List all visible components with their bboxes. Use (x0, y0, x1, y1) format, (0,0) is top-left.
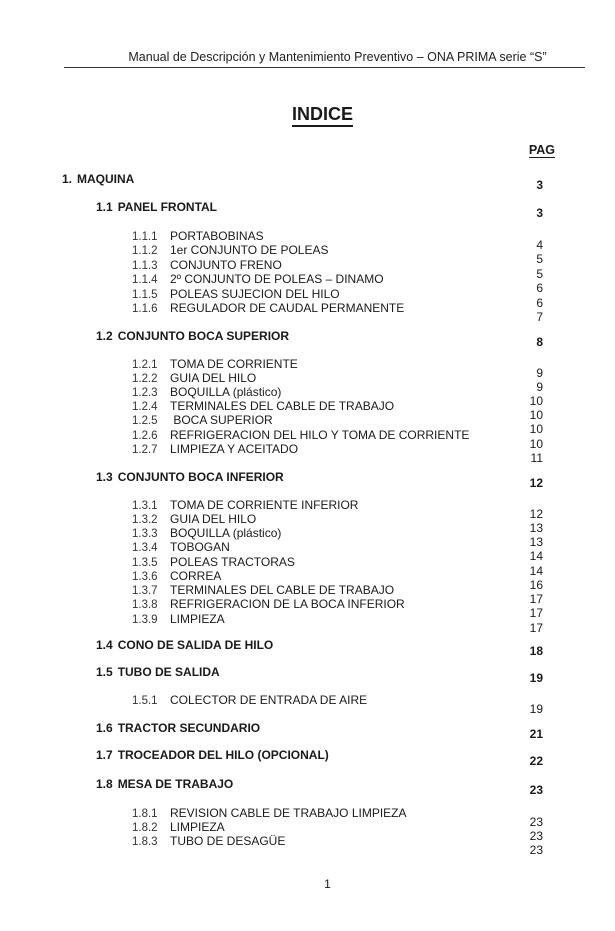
header-rule (64, 67, 585, 68)
toc-entry-page: 19 (529, 671, 543, 685)
toc-entry-page: 9 (536, 366, 543, 380)
toc-entry-label (132, 357, 298, 371)
toc-entry-page: 7 (536, 310, 543, 324)
toc-entry-number: 1.2 (96, 329, 113, 343)
toc-entry-number: 1.3.8 (132, 599, 158, 611)
toc-entry-label (132, 287, 340, 301)
toc-entry-number: 1.1.3 (132, 260, 158, 272)
toc-entry (0, 200, 615, 220)
toc-entry-number: 1.3.1 (132, 500, 158, 512)
toc-entry-title: COLECTOR DE ENTRADA DE AIRE (170, 693, 368, 707)
toc-entry-label (132, 612, 225, 626)
toc-entry-title: MAQUINA (77, 172, 135, 186)
toc-entry-number: 1.4 (96, 638, 113, 652)
toc-entry-title: TROCEADOR DEL HILO (OPCIONAL) (117, 748, 329, 762)
toc-entry-number: 1.3.3 (132, 528, 158, 540)
toc-entry-title: 1er CONJUNTO DE POLEAS (170, 243, 329, 257)
toc-entry-title: CONO DE SALIDA DE HILO (117, 638, 274, 652)
toc-entry-page: 5 (536, 252, 543, 266)
toc-entry-label (132, 442, 298, 456)
toc-entry-page: 17 (529, 606, 543, 620)
page-column-heading-text: PAG (528, 143, 555, 157)
toc-entry-title: BOQUILLA (plástico) (170, 526, 282, 540)
toc-entry-title: TOMA DE CORRIENTE (170, 357, 298, 371)
index-title (0, 104, 615, 125)
toc-entry-title: REFRIGERACION DE LA BOCA INFERIOR (170, 597, 405, 611)
toc-entry-title: CONJUNTO FRENO (170, 258, 282, 272)
toc-entry-label (132, 498, 358, 512)
toc-entry (0, 612, 615, 635)
toc-entry-number: 1.2.5 (132, 415, 158, 427)
toc-entry (0, 329, 615, 349)
toc-entry-label (96, 638, 273, 652)
toc-entry-number: 1.3 (96, 470, 113, 484)
toc-entry-title: TERMINALES DEL CABLE DE TRABAJO (170, 583, 395, 597)
toc-entry-title: REVISION CABLE DE TRABAJO LIMPIEZA (170, 806, 407, 820)
toc-entry-number: 1.2.7 (132, 444, 158, 456)
toc-entry-number: 1.5.1 (132, 695, 158, 707)
toc-entry-title: TOMA DE CORRIENTE INFERIOR (170, 498, 359, 512)
toc-entry-label (132, 399, 394, 413)
toc-entry-title: CONJUNTO BOCA SUPERIOR (117, 329, 290, 343)
toc-entry-label (132, 540, 230, 554)
toc-entry-page: 19 (529, 702, 543, 716)
toc-entry-number: 1.3.7 (132, 585, 158, 597)
toc-entry-number: 1.6 (96, 721, 113, 735)
toc-entry-title: POLEAS TRACTORAS (170, 555, 295, 569)
toc-entry-page: 17 (529, 592, 543, 606)
toc-entry-label (132, 569, 221, 583)
toc-entry-title: REFRIGERACION DEL HILO Y TOMA DE CORRIENTE (170, 428, 470, 442)
toc-entry-number: 1.1.4 (132, 274, 158, 286)
toc-entry-title: GUIA DEL HILO (170, 512, 257, 526)
toc-entry-number: 1.2.1 (132, 359, 158, 371)
toc-entry-title: PANEL FRONTAL (117, 200, 218, 214)
running-header: Manual de Descripción y Mantenimiento Preventivo – ONA PRIMA serie “S” (128, 50, 547, 64)
toc-entry (0, 777, 615, 797)
toc-entry-number: 1.8 (96, 777, 113, 791)
toc-entry-number: 1.8.3 (132, 836, 158, 848)
toc-entry-number: 1.3.2 (132, 514, 158, 526)
toc-entry-title: TOBOGAN (170, 540, 230, 554)
toc-entry-label (132, 385, 281, 399)
toc-entry (0, 721, 615, 741)
toc-entry-page: 23 (529, 829, 543, 843)
toc-entry-page: 22 (529, 754, 543, 768)
toc-entry-label (96, 329, 289, 343)
toc-entry-page: 13 (529, 535, 543, 549)
toc-entry (0, 442, 615, 465)
toc-entry-page: 12 (529, 476, 543, 490)
toc-entry-title: BOQUILLA (plástico) (170, 385, 282, 399)
toc-entry-page: 17 (529, 621, 543, 635)
toc-entry-label (132, 413, 273, 427)
toc-entry-label (132, 272, 384, 286)
toc-entry-number: 1. (62, 172, 73, 186)
toc-entry-page: 8 (536, 335, 543, 349)
toc-entry-label (132, 555, 295, 569)
toc-entry-title: TUBO DE DESAGÜE (170, 834, 286, 848)
toc-entry-number: 1.5 (96, 665, 113, 679)
toc-entry-number: 1.1.2 (132, 245, 158, 257)
toc-entry-title: LIMPIEZA (170, 612, 225, 626)
toc-entry-page: 11 (530, 451, 543, 465)
toc-entry-label (132, 820, 225, 834)
toc-entry-page: 3 (536, 178, 543, 192)
toc-entry-page: 23 (529, 783, 543, 797)
toc-entry-page: 3 (536, 206, 543, 220)
toc-entry-label (132, 806, 407, 820)
toc-entry (0, 172, 615, 192)
toc-entry-title: REGULADOR DE CAUDAL PERMANENTE (170, 301, 405, 315)
toc-entry-label (132, 243, 328, 257)
toc-entry-page: 23 (529, 815, 543, 829)
toc-entry-label (96, 748, 329, 762)
toc-entry-page: 6 (536, 296, 543, 310)
toc-entry-number: 1.1.6 (132, 303, 158, 315)
toc-entry-label (62, 172, 134, 186)
toc-entry-page: 10 (529, 408, 543, 422)
toc-entry-page: 10 (529, 394, 543, 408)
toc-entry-number: 1.7 (96, 748, 113, 762)
toc-entry-title: BOCA SUPERIOR (170, 413, 273, 427)
toc-entry-number: 1.1.5 (132, 289, 158, 301)
toc-entry-number: 1.8.2 (132, 822, 158, 834)
toc-entry-page: 10 (529, 437, 543, 451)
toc-entry-number: 1.2.2 (132, 373, 158, 385)
toc-entry-page: 12 (529, 507, 543, 521)
toc-entry-number: 1.2.6 (132, 430, 158, 442)
toc-entry-label (132, 371, 256, 385)
toc-entry-title: TERMINALES DEL CABLE DE TRABAJO (170, 399, 395, 413)
toc-entry-page: 14 (529, 549, 543, 563)
toc-entry-label (132, 428, 469, 442)
toc-entry-number: 1.1 (96, 200, 113, 214)
index-title-text: INDICE (292, 104, 353, 127)
toc-entry-page: 23 (529, 843, 543, 857)
toc-entry-number: 1.1.1 (132, 231, 158, 243)
toc-entry-label (132, 526, 281, 540)
toc-entry-label (96, 200, 217, 214)
toc-entry-title: PORTABOBINAS (170, 229, 264, 243)
toc-entry-title: LIMPIEZA Y ACEITADO (170, 442, 299, 456)
toc-entry (0, 834, 615, 857)
toc-entry (0, 638, 615, 658)
toc-entry-page: 13 (529, 521, 543, 535)
toc-entry (0, 693, 615, 716)
toc-entry-title: TRACTOR SECUNDARIO (117, 721, 261, 735)
toc-entry-page: 9 (536, 380, 543, 394)
toc-entry (0, 748, 615, 768)
toc-entry (0, 665, 615, 685)
toc-entry-label (132, 834, 285, 848)
toc-entry-page: 14 (529, 564, 543, 578)
toc-entry-page: 10 (529, 422, 543, 436)
toc-entry-number: 1.3.4 (132, 542, 158, 554)
toc-entry-label (96, 665, 220, 679)
toc-entry-number: 1.3.5 (132, 557, 158, 569)
page-number: 1 (324, 877, 331, 891)
toc-entry-label (132, 301, 404, 315)
toc-entry-title: MESA DE TRABAJO (117, 777, 234, 791)
toc-entry-label (96, 470, 284, 484)
page-column-heading (529, 143, 555, 157)
toc-entry-number: 1.3.9 (132, 614, 158, 626)
toc-entry-label (96, 777, 233, 791)
toc-entry-title: 2º CONJUNTO DE POLEAS – DINAMO (170, 272, 384, 286)
toc-entry-label (132, 229, 264, 243)
toc-entry-title: POLEAS SUJECION DEL HILO (170, 287, 340, 301)
toc-entry-label (132, 693, 367, 707)
toc-entry-label (132, 258, 282, 272)
toc-entry-label (96, 721, 260, 735)
toc-entry-title: CORREA (170, 569, 222, 583)
toc-entry-page: 5 (536, 267, 543, 281)
toc-entry-title: GUIA DEL HILO (170, 371, 257, 385)
toc-entry-title: TUBO DE SALIDA (117, 665, 220, 679)
toc-entry-label (132, 583, 394, 597)
toc-entry-label (132, 512, 256, 526)
toc-entry-page: 16 (529, 578, 543, 592)
toc-entry (0, 301, 615, 324)
toc-entry-number: 1.2.3 (132, 387, 158, 399)
toc-entry-page: 18 (529, 644, 543, 658)
toc-entry-page: 4 (536, 238, 543, 252)
toc-entry-title: LIMPIEZA (170, 820, 225, 834)
toc-entry-page: 21 (529, 727, 543, 741)
toc-entry-label (132, 597, 405, 611)
toc-entry-title: CONJUNTO BOCA INFERIOR (117, 470, 284, 484)
toc-entry-page: 6 (536, 281, 543, 295)
toc-entry-number: 1.2.4 (132, 401, 158, 413)
toc-entry (0, 470, 615, 490)
toc-entry-number: 1.8.1 (132, 808, 158, 820)
toc-entry-number: 1.3.6 (132, 571, 158, 583)
